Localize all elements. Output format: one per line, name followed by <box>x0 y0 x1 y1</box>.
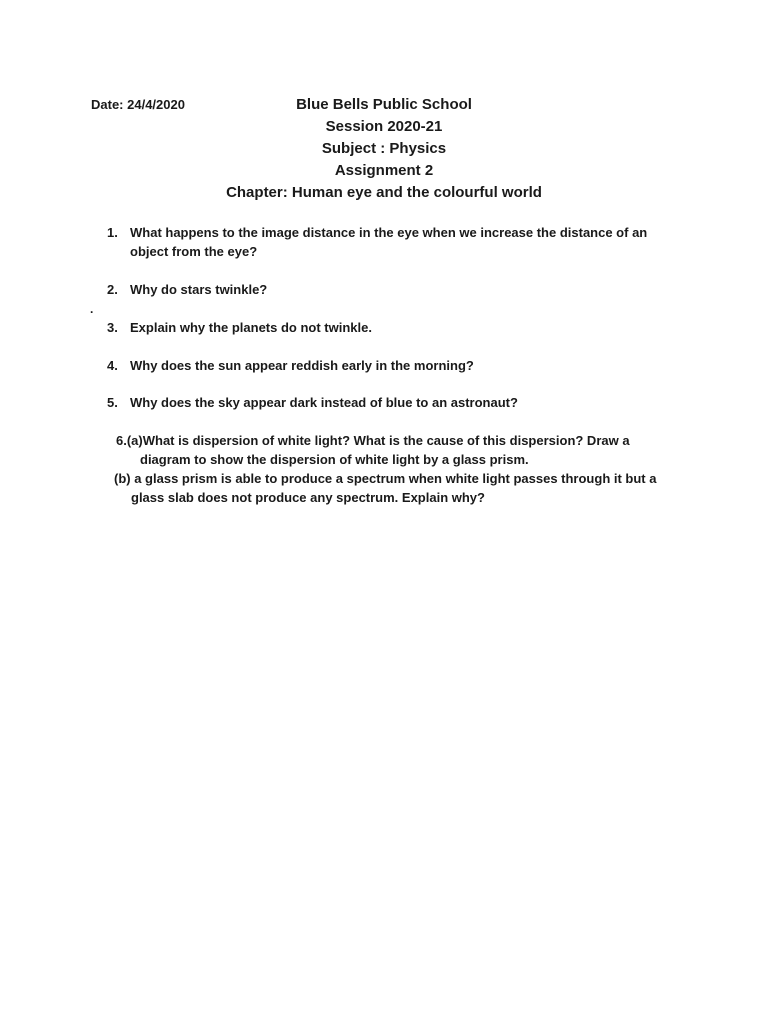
question-6b-line2: glass slab does not produce any spectrum. Explain why? <box>131 490 485 505</box>
assignment-title: Assignment 2 <box>334 162 434 179</box>
chapter-title: Chapter: Human eye and the colourful world <box>226 184 542 201</box>
school-name: Blue Bells Public School <box>296 96 472 113</box>
question-text: Explain why the planets do not twinkle. <box>130 320 372 335</box>
question-text-continued: object from the eye? <box>130 244 258 259</box>
question-6b-line1: (b) a glass prism is able to produce a spectrum when white light passes through it but a <box>114 471 657 486</box>
question-number: 3. <box>107 320 118 335</box>
document-header <box>214 94 554 204</box>
question-number: 2. <box>107 282 118 297</box>
question-number: 5. <box>107 395 118 410</box>
question-text: Why does the sun appear reddish early in the morning? <box>130 358 474 373</box>
question-number: 1. <box>107 225 118 240</box>
question-6a-line2: diagram to show the dispersion of white light by a glass prism. <box>140 452 529 467</box>
question-text: Why does the sky appear dark instead of blue to an astronaut? <box>130 395 518 410</box>
question-text: What happens to the image distance in the eye when we increase the distance of an <box>130 225 648 240</box>
subject-title: Subject : Physics <box>321 140 447 157</box>
question-number: 4. <box>107 358 118 373</box>
session-title: Session 2020-21 <box>325 118 443 135</box>
date-label: Date: 24/4/2020 <box>91 97 185 112</box>
question-text: Why do stars twinkle? <box>130 282 268 297</box>
question-6a-line1: 6.(a)What is dispersion of white light? What is the cause of this dispersion? Draw a <box>116 433 630 448</box>
stray-mark: . <box>90 302 94 316</box>
